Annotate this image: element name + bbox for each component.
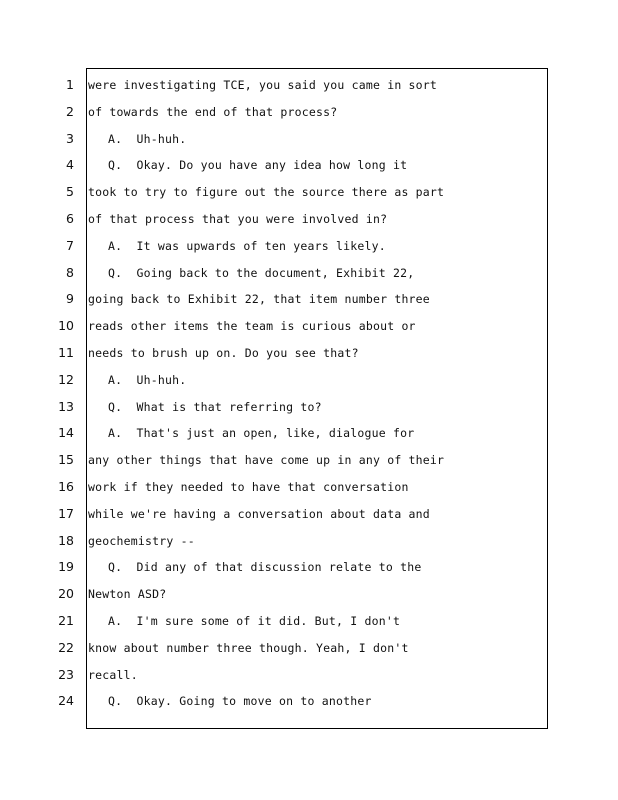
transcript-question-line: Q. Okay. Do you have any idea how long it xyxy=(108,158,408,173)
transcript-line: geochemistry -- xyxy=(88,533,195,548)
line-number: 11 xyxy=(58,344,74,360)
line-number: 3 xyxy=(66,130,74,146)
line-number: 18 xyxy=(58,532,74,548)
line-number-column xyxy=(40,74,74,717)
transcript-line: work if they needed to have that conversation xyxy=(88,479,409,494)
line-number: 17 xyxy=(58,505,74,521)
transcript-question-line: Q. Did any of that discussion relate to the xyxy=(108,560,422,575)
line-number: 23 xyxy=(58,666,74,682)
transcript-text xyxy=(88,74,544,717)
transcript-question-line: Q. What is that referring to? xyxy=(108,399,322,414)
line-number: 9 xyxy=(66,291,74,307)
line-number: 14 xyxy=(58,425,74,441)
line-number: 21 xyxy=(58,612,74,628)
transcript-line: know about number three though. Yeah, I don't xyxy=(88,640,409,655)
transcript-answer-line: A. I'm sure some of it did. But, I don't xyxy=(108,613,401,628)
transcript-line: of towards the end of that process? xyxy=(88,104,338,119)
transcript-line: reads other items the team is curious about or xyxy=(88,319,416,334)
transcript-answer-line: A. It was upwards of ten years likely. xyxy=(108,238,386,253)
transcript-answer-line: A. Uh-huh. xyxy=(108,372,187,387)
line-number: 19 xyxy=(58,559,74,575)
line-number: 24 xyxy=(58,693,74,709)
line-number: 4 xyxy=(66,157,74,173)
transcript-line: took to try to figure out the source there as part xyxy=(88,185,445,200)
line-number: 2 xyxy=(66,103,74,119)
line-number: 10 xyxy=(58,318,74,334)
transcript-question-line: Q. Going back to the document, Exhibit 22, xyxy=(108,265,415,280)
line-number: 5 xyxy=(66,184,74,200)
line-number: 20 xyxy=(58,586,74,602)
line-number: 16 xyxy=(58,478,74,494)
transcript-answer-line: A. Uh-huh. xyxy=(108,131,187,146)
line-number: 6 xyxy=(66,210,74,226)
transcript-line: going back to Exhibit 22, that item number three xyxy=(88,292,430,307)
transcript-line: were investigating TCE, you said you came in sort xyxy=(88,78,438,92)
transcript-line: needs to brush up on. Do you see that? xyxy=(88,345,359,360)
line-number: 7 xyxy=(66,237,74,253)
transcript-line: of that process that you were involved in? xyxy=(88,211,388,226)
transcript-answer-line: A. That's just an open, like, dialogue for xyxy=(108,426,415,441)
line-number: 22 xyxy=(58,639,74,655)
transcript-line: Newton ASD? xyxy=(88,587,167,602)
transcript-line: while we're having a conversation about data and xyxy=(88,506,430,521)
line-number: 8 xyxy=(66,264,74,280)
line-number: 15 xyxy=(58,452,74,468)
line-number: 1 xyxy=(66,77,74,92)
line-number: 12 xyxy=(58,371,74,387)
line-number: 13 xyxy=(58,398,74,414)
transcript-question-line: Q. Okay. Going to move on to another xyxy=(108,694,372,709)
transcript-line: recall. xyxy=(88,667,138,682)
transcript-line: any other things that have come up in any of their xyxy=(88,453,445,468)
